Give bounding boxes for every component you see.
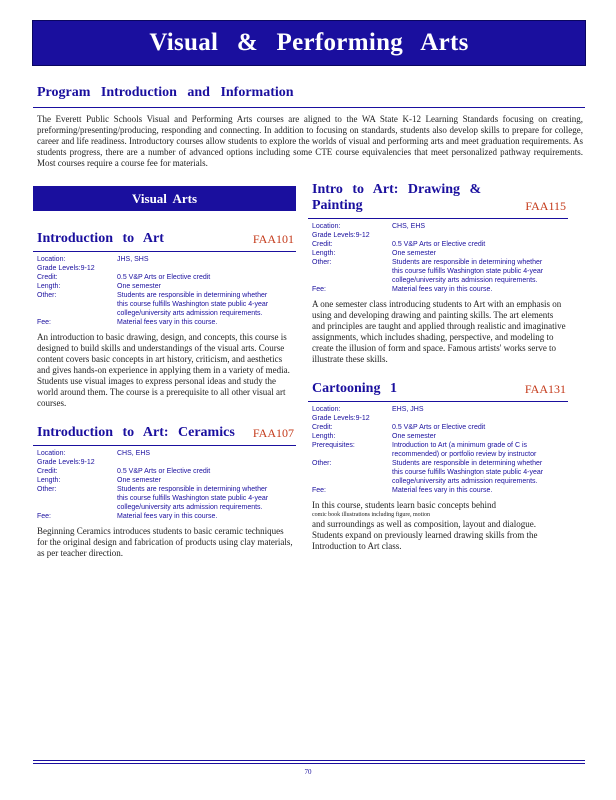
grade-levels-label: Grade Levels: [37, 265, 81, 272]
grade-levels-label: Grade Levels: [37, 459, 81, 466]
page-banner [32, 20, 586, 66]
length-value: One semester [117, 477, 161, 484]
program-intro-heading: Program Introduction and Information [37, 85, 294, 100]
left-column [33, 186, 296, 559]
other-value-3: college/university arts admission requirements. [392, 478, 538, 485]
other-value-2: this course fulfills Washington state public 4-year [117, 495, 269, 502]
banner-title: Visual & Performing Arts [149, 29, 469, 56]
other-value-2: this course fulfills Washington state public 4-year [392, 469, 544, 476]
course-meta [308, 222, 568, 294]
prerequisites-value-1: Introduction to Art (a minimum grade of C is [392, 442, 527, 449]
course-cartooning [308, 381, 568, 552]
course-divider [33, 251, 296, 252]
course-header [33, 231, 296, 247]
course-ceramics [33, 425, 296, 559]
course-title: Introduction to Art [37, 231, 164, 246]
other-value-3: college/university arts admission requirements. [117, 310, 263, 317]
fee-value: Material fees vary in this course. [392, 487, 493, 494]
fee-label: Fee: [312, 286, 327, 293]
fee-label: Fee: [37, 319, 52, 326]
other-value-1: Students are responsible in determining whether [117, 292, 268, 299]
credit-label: Credit: [37, 274, 58, 281]
other-label: Other: [312, 259, 332, 266]
credit-label: Credit: [312, 241, 333, 248]
course-description: A one semester class introducing students to Art with an emphasis on using and developing drawing and painting skills. The art elements and principles are taught and applied through realistic and imaginative assignments, which includes shading, perspective, and modeling to create the illusion of form and space. Famous artists' works serve to illustrate these skills. [312, 299, 566, 364]
course-header [33, 425, 296, 441]
grade-levels-label: Grade Levels: [312, 415, 356, 422]
grade-levels-value: 9-12 [355, 415, 370, 422]
other-value-1: Students are responsible in determining whether [117, 486, 268, 493]
page-number: 70 [304, 768, 312, 776]
description-rest: and surroundings as well as composition, layout and dialogue. Students expand on previously learned drawing skills from the Introduction to Art class. [312, 519, 538, 551]
section-header-visual-arts [33, 186, 296, 211]
course-description [308, 500, 568, 552]
length-value: One semester [392, 433, 436, 440]
course-header [308, 381, 568, 397]
program-intro-text: The Everett Public Schools Visual and Performing Arts courses are aligned to the WA State K-12 Learning Standards focusing on creating, preforming/presenting/producing, responding and connecting. In addition to focusing on standards, students also develop skills to prepare for college, career and life readiness. Introductory courses allow students to explore the worlds of visual and performing arts and meet graduation requirements. As students progress, there are a number of advanced options including some CTE course equivalencies that meet personalized pathway requirements. Most courses require a course fee for materials. [37, 114, 583, 168]
length-label: Length: [37, 283, 61, 290]
other-value-1: Students are responsible in determining whether [392, 259, 543, 266]
course-intro-to-art [33, 231, 296, 409]
other-value-2: this course fulfills Washington state public 4-year [117, 301, 269, 308]
section-title: Visual Arts [132, 190, 197, 206]
course-meta [33, 255, 296, 327]
location-label: Location: [37, 450, 66, 457]
length-label: Length: [312, 250, 336, 257]
credit-value: 0.5 V&P Arts or Elective credit [117, 468, 211, 475]
footer-divider-bottom [33, 763, 585, 764]
course-header [308, 182, 568, 214]
footer-divider-top [33, 760, 585, 761]
description-line-1: In this course, students learn basic concepts behind [312, 500, 496, 510]
fee-value: Material fees vary in this course. [117, 513, 218, 520]
other-label: Other: [37, 292, 57, 299]
other-value-1: Students are responsible in determining whether [392, 460, 543, 467]
course-divider [308, 218, 568, 219]
fee-label: Fee: [37, 513, 52, 520]
location-label: Location: [312, 406, 341, 413]
location-label: Location: [312, 223, 341, 230]
course-title: Cartooning 1 [312, 381, 397, 396]
description-small-line: comic book illustrations including figure, motion [312, 512, 430, 518]
course-title: Intro to Art: Drawing & Painting [312, 182, 482, 213]
location-label: Location: [37, 256, 66, 263]
fee-label: Fee: [312, 487, 327, 494]
location-value: JHS, SHS [117, 256, 149, 263]
fee-value: Material fees vary in this course. [117, 319, 218, 326]
course-meta [308, 405, 568, 495]
course-meta [33, 449, 296, 521]
course-code: FAA115 [525, 199, 566, 213]
location-value: CHS, EHS [117, 450, 151, 457]
grade-levels-label: Grade Levels: [312, 232, 356, 239]
prerequisites-label: Prerequisites: [312, 442, 355, 449]
length-value: One semester [392, 250, 436, 257]
course-code: FAA131 [524, 382, 566, 396]
credit-value: 0.5 V&P Arts or Elective credit [392, 241, 486, 248]
course-title: Introduction to Art: Ceramics [37, 425, 235, 440]
course-drawing-painting [308, 182, 568, 365]
course-description: An introduction to basic drawing, design, and concepts, this course is designed to build skills and understandings of the visual arts. Course content covers basic concepts in art history, criticism, and aesthetics and gives hands-on experience in applying them in a variety of media. Students use visual images to express personal ideas and study the world around them. The course is a prerequisite to all other visual art courses. [37, 332, 290, 408]
credit-label: Credit: [312, 424, 333, 431]
length-label: Length: [37, 477, 61, 484]
location-value: EHS, JHS [392, 406, 424, 413]
heading-divider [33, 107, 585, 108]
course-code: FAA107 [252, 426, 294, 440]
right-column [308, 182, 568, 552]
other-value-3: college/university arts admission requirements. [392, 277, 538, 284]
course-code: FAA101 [252, 232, 294, 246]
other-value-2: this course fulfills Washington state public 4-year [392, 268, 544, 275]
location-value: CHS, EHS [392, 223, 426, 230]
credit-label: Credit: [37, 468, 58, 475]
course-divider [308, 401, 568, 402]
length-label: Length: [312, 433, 336, 440]
other-label: Other: [37, 486, 57, 493]
grade-levels-value: 9-12 [80, 459, 95, 466]
length-value: One semester [117, 283, 161, 290]
grade-levels-value: 9-12 [80, 265, 95, 272]
other-value-3: college/university arts admission requirements. [117, 504, 263, 511]
course-divider [33, 445, 296, 446]
prerequisites-value-2: recommended) or portfolio review by instructor [392, 451, 537, 458]
other-label: Other: [312, 460, 332, 467]
grade-levels-value: 9-12 [355, 232, 370, 239]
course-description: Beginning Ceramics introduces students to basic ceramic techniques for the original design and fabrication of products using clay materials, as per teacher direction. [37, 526, 293, 558]
fee-value: Material fees vary in this course. [392, 286, 493, 293]
credit-value: 0.5 V&P Arts or Elective credit [117, 274, 211, 281]
credit-value: 0.5 V&P Arts or Elective credit [392, 424, 486, 431]
